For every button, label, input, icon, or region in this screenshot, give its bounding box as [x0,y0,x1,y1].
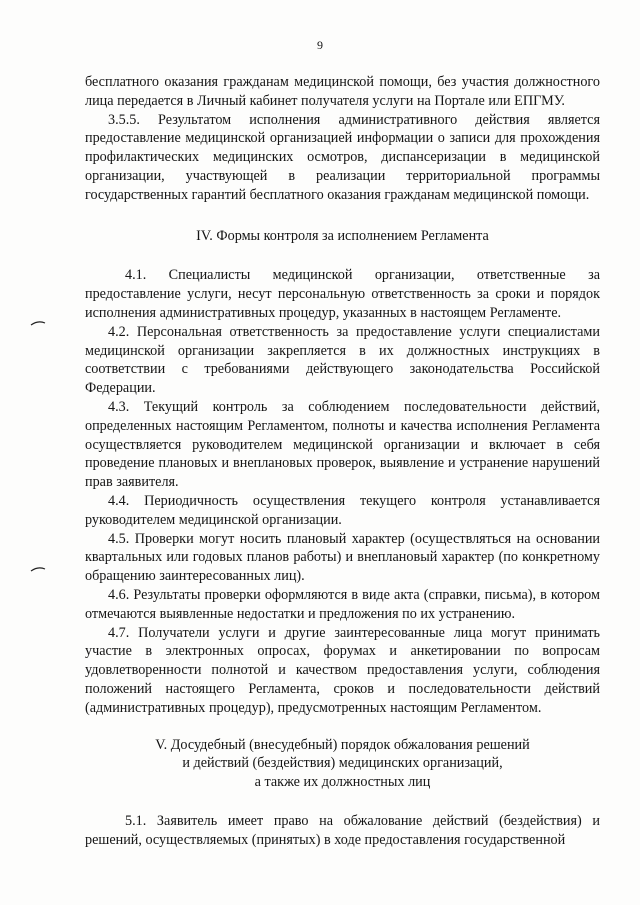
paragraph-4-6: 4.6. Результаты проверки оформляются в виде акта (справки, письма), в котором отмечаются выявленные недостатки и предложения по их устранению. [85,586,600,622]
paragraph-4-1: 4.1. Специалисты медицинской организации, ответственные за предоставление услуги, несут персональную ответственность за сроки и порядок исполнения административных процедур, указанных в настоящем Регламенте. [85,267,600,321]
page-number: 9 [317,38,323,52]
paragraph-4-5: 4.5. Проверки могут носить плановый характер (осуществляться на основании квартальных или годовых планов работы) и внеплановый характер (по конкретному обращению заинтересованных лиц). [85,530,600,585]
paragraph-3-5-5: 3.5.5. Результатом исполнения административного действия является предоставление медицинской организацией информации о записи для прохождения профилактических медицинских осмотров, диспансеризации в медицинской организации, участвующей в реализации территориальной программы государственных гарантий бесплатного оказания гражданам медицинской помощи. [85,111,600,203]
paragraph-4-4: 4.4. Периодичность осуществления текущего контроля устанавливается руководителем медицинской организации. [85,492,600,528]
section-5-heading [85,736,600,792]
section-5-heading-line: а также их должностных лиц [254,774,431,791]
section-5-heading-line: V. Досудебный (внесудебный) порядок обжалования решений [155,736,530,753]
paragraph-5-1: 5.1. Заявитель имеет право на обжалование действий (бездействия) и решений, осуществляемых (принятых) в ходе предоставления государственной [85,812,600,848]
section-5-heading-line: и действий (бездействия) медицинских организаций, [182,755,503,772]
document-body [85,73,600,849]
section-4-heading: IV. Формы контроля за исполнением Регламента [196,227,489,244]
paragraph-3-5-4-continuation: бесплатного оказания гражданам медицинской помощи, без участия должностного лица передается в Личный кабинет получателя услуги на Портале или ЕПГМУ. [85,74,600,109]
paragraph-4-3: 4.3. Текущий контроль за соблюдением последовательности действий, определенных настоящим Регламентом, полноты и качества исполнения Регламента осуществляется руководителем медицинской организации и включает в себя проведение плановых и внеплановых проверок, выявление и устранение нарушений прав заявителя. [85,398,600,491]
margin-mark [30,320,46,326]
margin-mark [30,566,46,572]
paragraph-4-2: 4.2. Персональная ответственность за предоставление услуги специалистами медицинской организации закрепляется в их должностных инструкциях в соответствии с требованиями действующего законодательства Российской Федерации. [85,323,600,397]
paragraph-4-7: 4.7. Получатели услуги и другие заинтересованные лица могут принимать участие в электронных опросах, форумах и анкетировании по вопросам удовлетворенности полнотой и качеством предоставления услуги, соблюдения положений настоящего Регламента, сроков и последовательности действий (административных процедур), предусмотренных настоящим Регламентом. [85,624,600,716]
